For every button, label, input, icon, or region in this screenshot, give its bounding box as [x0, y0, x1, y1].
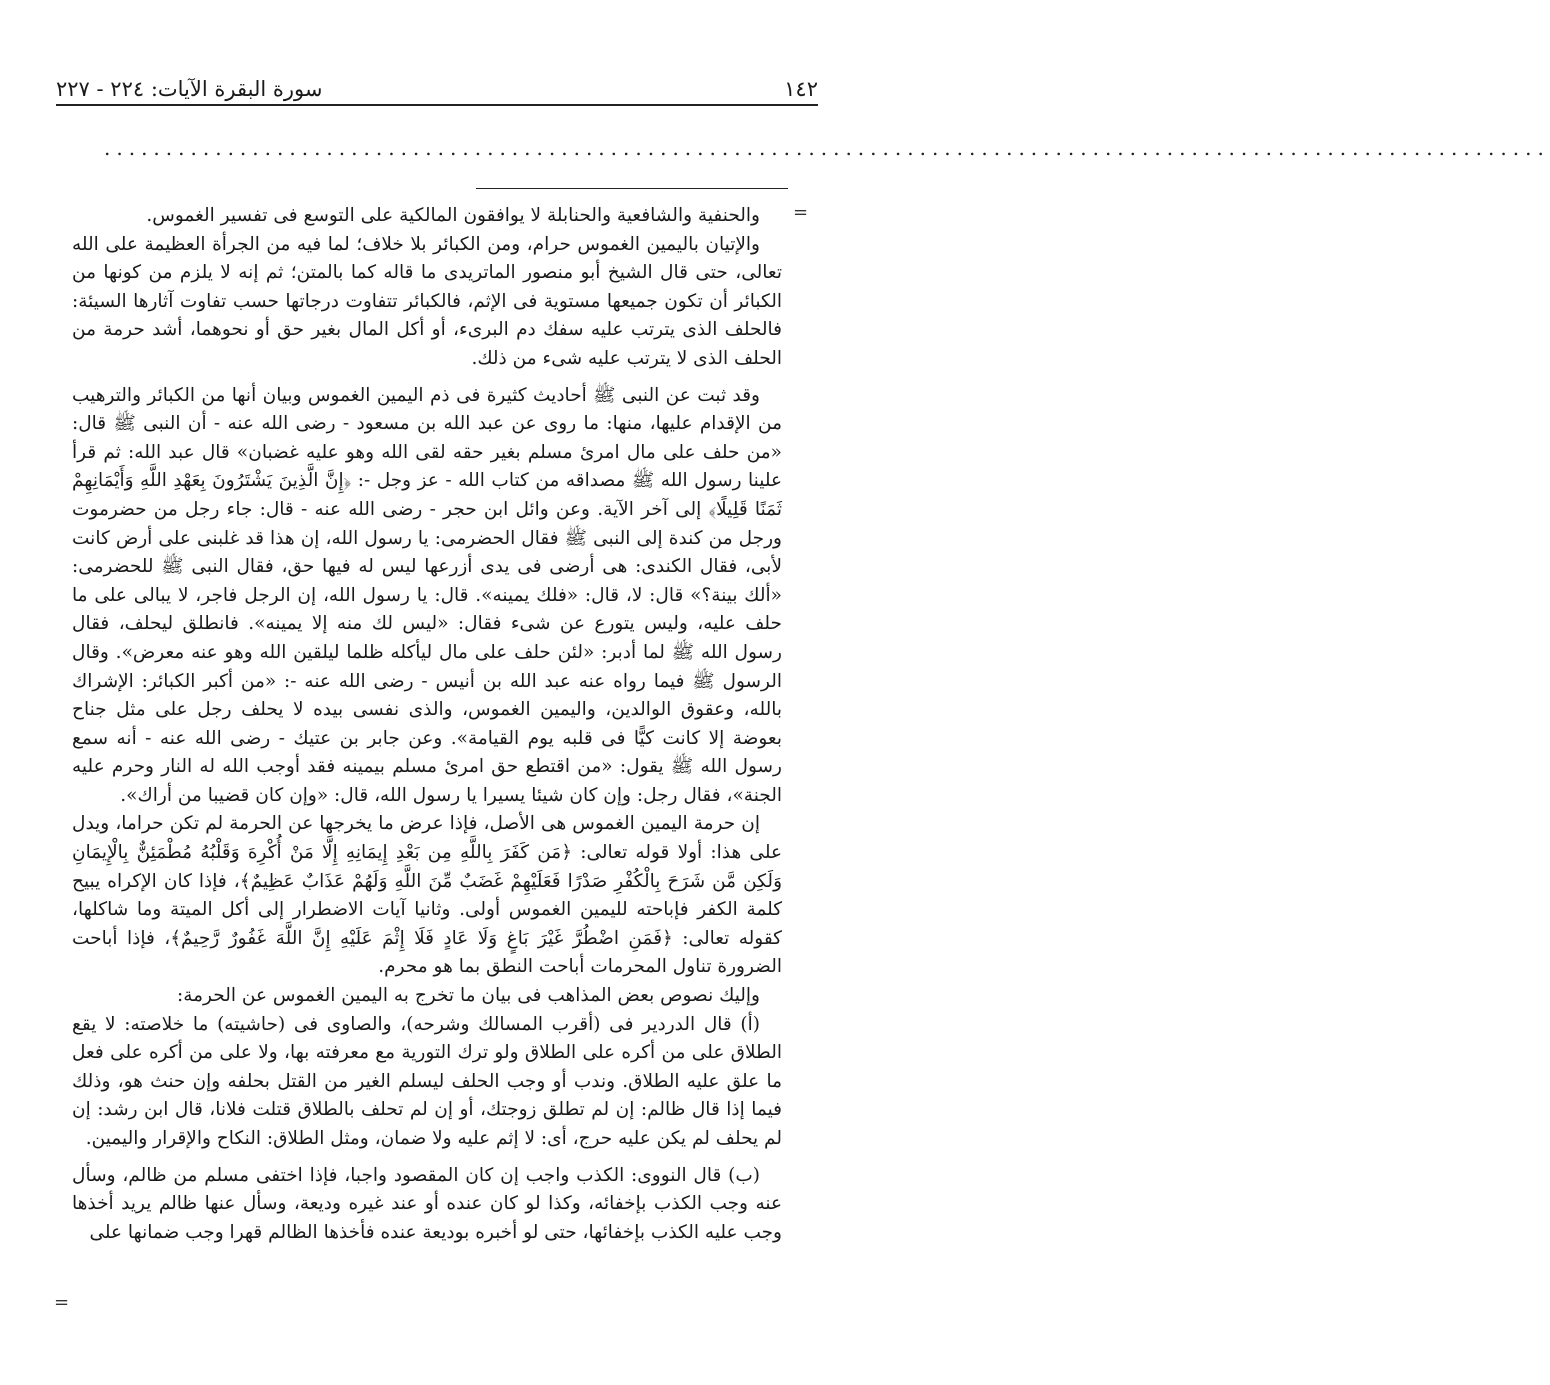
body-text: [72, 202, 782, 1247]
paragraph-1: والحنفية والشافعية والحنابلة لا يوافقون المالكية على التوسع فى تفسير الغموس.: [146, 205, 760, 226]
paragraph-2: والإتيان باليمين الغموس حرام، ومن الكبائر بلا خلاف؛ لما فيه من الجرأة العظيمة على الله تعالى، حتى قال الشيخ أبو منصور الماتريدى ما قاله كما بالمتن؛ ثم إنه لا يلزم من كونها من الكبائر أن تكون جميعها مستوية فى الإثم، فالكبائر تتفاوت درجاتها حسب تفاوت آثارها السيئة: فالحلف الذى يترتب عليه سفك دم البرىء، أو أكل المال بغير حق أو نحوهما، أشد حرمة من الحلف الذى لا يترتب عليه شىء من ذلك.: [72, 233, 782, 369]
margin-mark-bottom: =: [54, 1292, 70, 1313]
running-header: [56, 62, 818, 102]
paragraph-5: وإليك نصوص بعض المذاهب فى بيان ما تخرج به اليمين الغموس عن الحرمة:: [177, 985, 760, 1007]
page-number: ١٤٢: [784, 77, 818, 101]
header-rule: [56, 104, 818, 106]
margin-mark-top: =: [793, 202, 809, 223]
dotted-separator: .....................................................................................................................: [104, 136, 1550, 160]
chapter-title: سورة البقرة الآيات: ٢٢٤ - ٢٢٧: [56, 77, 323, 101]
paragraph-4: إن حرمة اليمين الغموس هى الأصل، فإذا عرض ما يخرجها عن الحرمة لم تكن حراما، ويدل على هذا: أولا قوله تعالى: ﴿مَن كَفَرَ بِاللَّهِ مِن بَعْدِ إِيمَانِهِ إِلَّا مَنْ أُكْرِهَ وَقَلْبُهُ مُطْمَئِنٌّ بِالْإِيمَانِ وَلَكِن مَّن شَرَحَ بِالْكُفْرِ صَدْرًا فَعَلَيْهِمْ غَضَبٌ مِّنَ اللَّهِ وَلَهُمْ عَذَابٌ عَظِيمٌ﴾، فإذا كان الإكراه يبيح كلمة الكفر فإباحته لليمين الغموس أولى. وثانيا آيات الاضطرار إلى أكل الميتة وما شاكلها، كقوله تعالى: ﴿فَمَنِ اضْطُرَّ غَيْرَ بَاغٍ وَلَا عَادٍ فَلَا إِثْمَ عَلَيْهِ إِنَّ اللَّهَ غَفُورٌ رَّحِيمٌ﴾، فإذا أباحت الضرورة تناول المحرمات أباحت النطق بما هو محرم.: [72, 813, 782, 978]
footnote-rule: [476, 188, 788, 189]
paragraph-7: (ب) قال النووى: الكذب واجب إن كان المقصود واجبا، فإذا اختفى مسلم من ظالم، وسأل عنه وجب الكذب بإخفائه، وكذا لو كان عنده أو عند غيره وديعة، وسأل عنها ظالم يريد أخذها وجب عليه الكذب بإخفائها، حتى لو أخبره بوديعة عنده فأخذها الظالم قهرا وجب ضمانها على: [72, 1164, 782, 1243]
paragraph-6: (أ) قال الدردير فى (أقرب المسالك وشرحه)، والصاوى فى (حاشيته) ما خلاصته: لا يقع الطلاق على من أكره على الطلاق ولو ترك التورية مع معرفته بها، ولا على من أكره على فعل ما علق عليه الطلاق. وندب أو وجب الحلف ليسلم الغير من القتل بحلفه وإن حنث هو، وذلك فيما إذا قال ظالم: إن لم تطلق زوجتك، أو إن لم تحلف بالطلاق قتلت فلانا، قال ابن رشد: إن لم يحلف لم يكن عليه حرج، أى: لا إثم عليه ولا ضمان، ومثل الطلاق: النكاح والإقرار واليمين.: [72, 1013, 782, 1149]
paragraph-3: وقد ثبت عن النبى ﷺ أحاديث كثيرة فى ذم اليمين الغموس وبيان أنها من الكبائر والترهيب من الإقدام عليها، منها: ما روى عن عبد الله بن مسعود - رضى الله عنه - أن النبى ﷺ قال: «من حلف على مال امرئ مسلم بغير حقه لقى الله وهو عليه غضبان» قال عبد الله: ثم قرأ علينا رسول الله ﷺ مصداقه من كتاب الله - عز وجل -: ﴿إِنَّ الَّذِينَ يَشْتَرُونَ بِعَهْدِ اللَّهِ وَأَيْمَانِهِمْ ثَمَنًا قَلِيلًا﴾ إلى آخر الآية. وعن وائل ابن حجر - رضى الله عنه - قال: جاء رجل من حضرموت ورجل من كندة إلى النبى ﷺ فقال الحضرمى: يا رسول الله، إن هذا قد غلبنى على أرض كانت لأبى، فقال الكندى: هى أرضى فى يدى أزرعها ليس له فيها حق، فقال النبى ﷺ للحضرمى: «ألك بينة؟» قال: لا، قال: «فلك يمينه». قال: يا رسول الله، إن الرجل فاجر، لا يبالى على ما حلف عليه، وليس يتورع عن شىء فقال: «ليس لك منه إلا يمينه». فانطلق ليحلف، فقال رسول الله ﷺ لما أدبر: «لئن حلف على مال ليأكله ظلما ليلقين الله وهو عنه معرض». وقال الرسول ﷺ فيما رواه عنه عبد الله بن أنيس - رضى الله عنه -: «من أكبر الكبائر: الإشراك بالله، وعقوق الوالدين، واليمين الغموس، والذى نفسى بيده لا يحلف رجل على مثل جناح بعوضة إلا كانت كيًّا فى قلبه يوم القيامة». وعن جابر بن عتيك - رضى الله عنه - أنه سمع رسول الله ﷺ يقول: «من اقتطع حق امرئ مسلم بيمينه فقد أوجب الله له النار وحرم عليه الجنة»، فقال رجل: وإن كان شيئا يسيرا يا رسول الله، قال: «وإن كان قضيبا من أراك».: [72, 384, 782, 806]
